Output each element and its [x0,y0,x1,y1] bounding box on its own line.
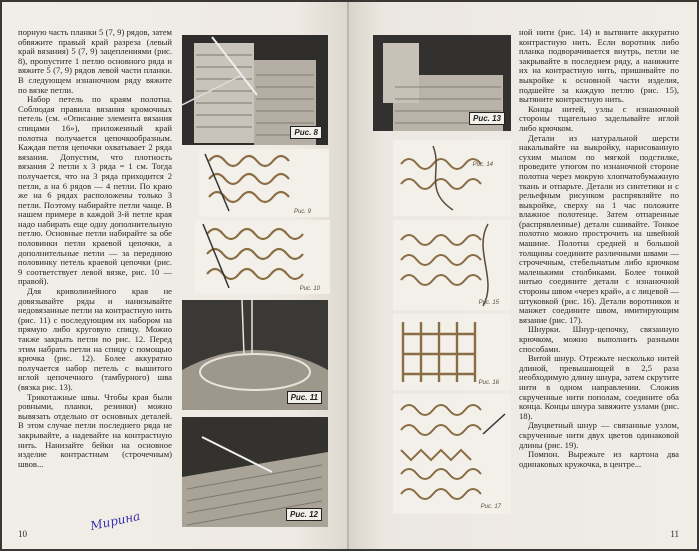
stitch-diagram-illustration [393,140,511,216]
figure-16-drawing [393,314,511,390]
right-paragraph: Детали из натуральной шерсти накалывайте на выкройку, нарисованную сухим мылом по мягкой подстилке, проведите утюгом по изнаночной стороне полотна через мокрую хлопчатобумажную ткань и отпарьте. Детали из синтетики и с рельефным рисунком распрявляйте по выкройке, сверху на 1 час положите влажное полотенце. Затем отпаренные (распрявленные) детали сшивайте. Тонкое полотно можно прострочить на швейной машине. Полотна средней и большой толщины соедините различными швами — строчечным, стебельчатым либо крючком маленькими столбиками. Более тонкой нитью соедините детали с изнаночной стороны швом «через край», а с лицевой — штуковкой (рис. 16). Детали воротников и манжет соедините швом, имитирующим вязание (рис. 17). [519,132,679,325]
page-number-right: 11 [670,529,679,539]
figure-14-label: Рис. 14 [472,162,493,168]
figure-14-drawing [393,140,511,216]
figure-15-label: Рис. 15 [478,300,499,306]
figure-11-label: Рис. 11 [287,391,322,404]
figure-15-drawing [393,220,511,310]
figure-13-photo [373,35,511,131]
handwritten-signature: Мирина [89,508,142,534]
right-paragraph: ной нити (рис. 14) и вытяните аккуратно контрастную нить. Если воротник либо планка подворачивается внутрь, петли не закрывайте в последнем ряду, а нанижите их на контрастную нить, пришивайте по выкройке к основной части изделия, подшейте за каждую петлю (рис. 15), вытяните контрастную нить. [519,27,679,105]
right-paragraph: Витой шнур. Отрежьте несколько нитей длиной, превышающей в 2,5 раза необходимую длину шнура, затем скрутите нити в одном направлении. Сложив скрученные нити пополам, соедините оба конца. Концы шнура завяжите узлами (рис. 18). [519,353,679,421]
figure-10-label: Рис. 10 [299,286,320,292]
left-paragraph: Трикотажные швы. Чтобы края были ровными, планки, резинки) можно вывязать отдельно от основных деталей. В этом случае петли последнего ряда не закрывайте, а надевайте на контрастную нить. Нанизайте бейки на основное изделие контрастным (строчечным) швов... [18,391,172,469]
figure-9-drawing [199,149,329,217]
figure-8-photo [182,35,328,145]
figure-13-label: Рис. 13 [469,112,505,125]
right-paragraph: Помпон. Вырежьте из картона два одинаковых кружочка, в центре... [519,449,679,469]
right-paragraph: Шнурки. Шнур-цепочку, связанную крючком, можно выполнить разными способами. [519,324,679,354]
figure-17-drawing [393,394,511,514]
figure-9-label: Рис. 9 [293,209,311,215]
right-paragraph: Концы нитей, узлы с изнаночной стороны тщательно заделывайте иглой либо крючком. [519,103,679,133]
figure-8-label: Рис. 8 [290,126,322,139]
left-paragraph: Для криволинейного края не довязывайте ряды и нанизывайте недовязанные петли на контрастную нить (рис. 11) с последующим их набором на прямую либо круговую спицу. Можно также закрыть петли по рис. 12. Перед этим набрать петли на спицу с помощью крючка (рис. 12). Более аккуратно получается набор петель с вышитого иглой цепочечного (тамбурного) шва (вязка рис. 13). [18,286,172,392]
left-paragraph: порную часть планки 5 (7, 9) рядов, затем обвяжите правый край разреза (левый край вязания) 5 (7, 9) зацеплениями (рис. 8), пропустите 1 петлю основного ряда и вяжите 5 (7, 9) рядов левой части планки. В следующем изнаночном ряду вяжите по вязке петли. [18,27,172,95]
figure-17-label: Рис. 17 [480,504,501,510]
page-number-left: 10 [18,529,27,539]
right-page [349,2,697,549]
left-text-column [18,28,172,469]
right-paragraph: Двуцветный шнур — связанные узлом, скрученные нити двух цветов одинаковой длины (рис. 19). [519,420,679,450]
stitch-diagram-illustration [393,314,511,390]
left-page [2,2,349,549]
figure-11-photo [182,300,328,410]
figure-10-drawing [195,220,330,294]
stitch-diagram-illustration [393,394,511,514]
stitch-diagram-illustration [195,220,330,294]
figure-16-label: Рис. 16 [478,380,499,386]
right-text-column [519,28,679,469]
stitch-diagram-illustration [199,149,329,217]
figure-12-photo [182,417,328,527]
left-paragraph: Набор петель по краям полотна. Соблюдая правила вязания кромочных петель (см. «Описание элемента вязания спицами 16»), приложенный край полотна получается цепочкообразным. Каждая петля цепочки охватывает 2 ряда вязания. Допустим, что плотность вязания 2 петли х 3 ряда = 1 см. Тогда получается, что на 3 ряда приходится 2 петли, а на 6 рядов — 4 петли. По краю же на 6 рядах расположены только 3 петли. Поэтому набирайте петли чаще. В нашем примере в каждой 3-й петле края надо набирать еще одну дополнительную петлю. Основные петли набирайте за обе половинки петли краевой цепочки, а дополнительные петли — за переднюю половинку петель краевой цепочки (рис. 9 соответствует левой вязке, рис. 10 — правой). [18,94,172,287]
stitch-diagram-illustration [393,220,511,310]
figure-12-label: Рис. 12 [286,508,322,521]
book-spread [2,2,697,549]
